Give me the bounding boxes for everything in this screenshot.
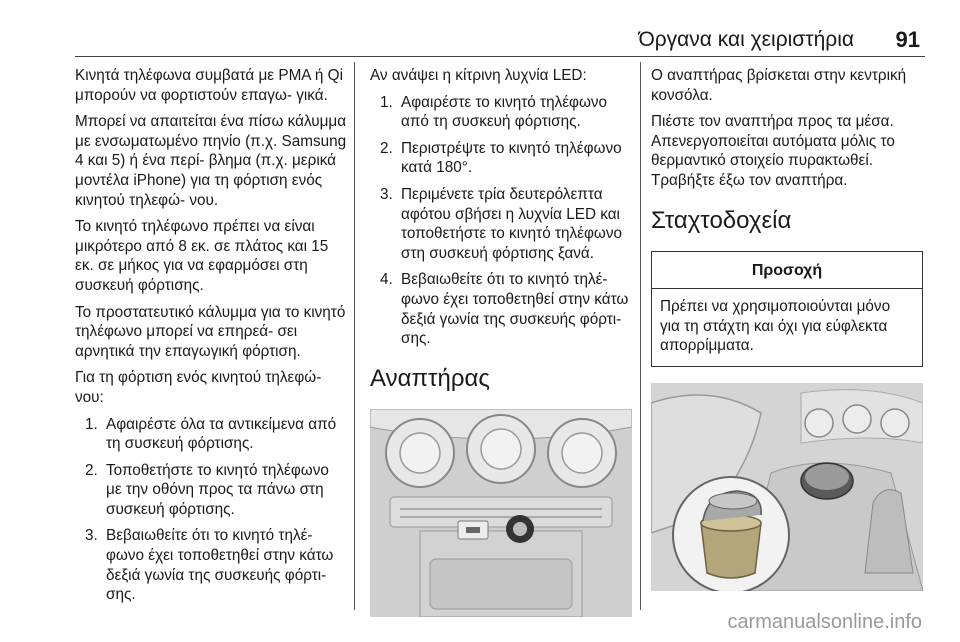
ashtray-photo xyxy=(651,383,923,591)
led-steps-list xyxy=(370,93,632,349)
step-text: Περιστρέψτε το κινητό τηλέφωνο κατά 180°. xyxy=(401,139,622,177)
page-header-title: Όργανα και χειριστήρια xyxy=(638,28,854,51)
step-text: Περιμένετε τρία δευτερόλεπτα αφότου σβήσει η λυχνία LED και τοποθετήστε το κινητό τηλέφωνο στη συσκευή φόρτισης ξανά. xyxy=(401,185,623,262)
watermark: carmanualsonline.info xyxy=(727,611,922,633)
paragraph: Πιέστε τον αναπτήρα προς τα μέσα. Απενεργοποιείται αυτόματα μόλις το θερμαντικό στοιχείο πυρακτωθεί. Τραβήξτε έξω τον αναπτήρα. xyxy=(651,113,895,189)
step-number: 4. xyxy=(380,271,393,289)
step-text: Βεβαιωθείτε ότι το κινητό τηλέ- φωνο έχει τοποθετηθεί στην κάτω δεξιά γωνία της συσκευής φόρτι- σης. xyxy=(401,271,629,348)
ashtray-illustration xyxy=(651,383,923,591)
step-number: 1. xyxy=(380,93,393,111)
paragraph: Μπορεί να απαιτείται ένα πίσω κάλυμμα με ενσωματωμένο πηνίο (π.χ. Samsung 4 και 5) ή ένα περί- βλημα (π.χ. μερικά μοντέλα iPhone) για τη φόρτιση ενός κινητού τηλεφώ- νου. xyxy=(75,113,347,209)
list-item xyxy=(370,270,632,348)
step-text: Τοποθετήστε το κινητό τηλέφωνο με την οθόνη προς τα πάνω στη συσκευή φόρτισης. xyxy=(106,461,329,518)
section-heading-lighter: Αναπτήρας xyxy=(370,364,490,392)
page-number: 91 xyxy=(895,27,920,52)
list-item xyxy=(75,415,347,454)
column-divider-2 xyxy=(640,62,641,610)
list-item xyxy=(75,461,347,520)
section-heading-ashtrays: Σταχτοδοχεία xyxy=(651,206,792,234)
paragraph: Κινητά τηλέφωνα συμβατά με PMA ή Qi μπορούν να φορτιστούν επαγω- γικά. xyxy=(75,67,343,104)
step-number: 3. xyxy=(380,185,393,203)
lighter-photo xyxy=(370,409,632,617)
paragraph: Το κινητό τηλέφωνο πρέπει να είναι μικρότερο από 8 εκ. σε πλάτος και 15 εκ. σε μήκος για να εφαρμόσει στη συσκευή φόρτισης. xyxy=(75,218,329,294)
step-number: 3. xyxy=(85,527,98,545)
list-item xyxy=(370,139,632,178)
center-console-illustration xyxy=(370,409,632,617)
step-number: 1. xyxy=(85,415,98,433)
column-divider-1 xyxy=(354,62,355,610)
paragraph: Ο αναπτήρας βρίσκεται στην κεντρική κονσόλα. xyxy=(651,67,907,104)
paragraph: Το προστατευτικό κάλυμμα για το κινητό τηλέφωνο μπορεί να επηρεά- σει αρνητικά την επαγωγική φόρτιση. xyxy=(75,303,346,360)
step-text: Αφαιρέστε όλα τα αντικείμενα από τη συσκευή φόρτισης. xyxy=(106,415,337,453)
list-item xyxy=(370,93,632,132)
caution-box xyxy=(651,251,923,367)
column-1 xyxy=(75,66,347,612)
step-number: 2. xyxy=(380,139,393,157)
caution-text: Πρέπει να χρησιμοποιούνται μόνο για τη στάχτη και όχι για εύφλεκτα απορρίμματα. xyxy=(660,298,891,355)
header-rule xyxy=(75,56,925,57)
step-text: Βεβαιωθείτε ότι το κινητό τηλέ- φωνο έχει τοποθετηθεί στην κάτω δεξιά γωνία της συσκευής φόρτι- σης. xyxy=(106,527,334,604)
charging-steps-list xyxy=(75,415,347,605)
column-3 xyxy=(651,66,933,591)
column-2 xyxy=(370,66,632,617)
caution-title: Προσοχή xyxy=(652,252,922,290)
paragraph: Αν ανάψει η κίτρινη λυχνία LED: xyxy=(370,67,587,84)
paragraph: Για τη φόρτιση ενός κινητού τηλεφώ- νου: xyxy=(75,369,322,406)
list-item xyxy=(75,526,347,604)
step-number: 2. xyxy=(85,461,98,479)
step-text: Αφαιρέστε το κινητό τηλέφωνο από τη συσκευή φόρτισης. xyxy=(401,93,608,131)
list-item xyxy=(370,185,632,263)
